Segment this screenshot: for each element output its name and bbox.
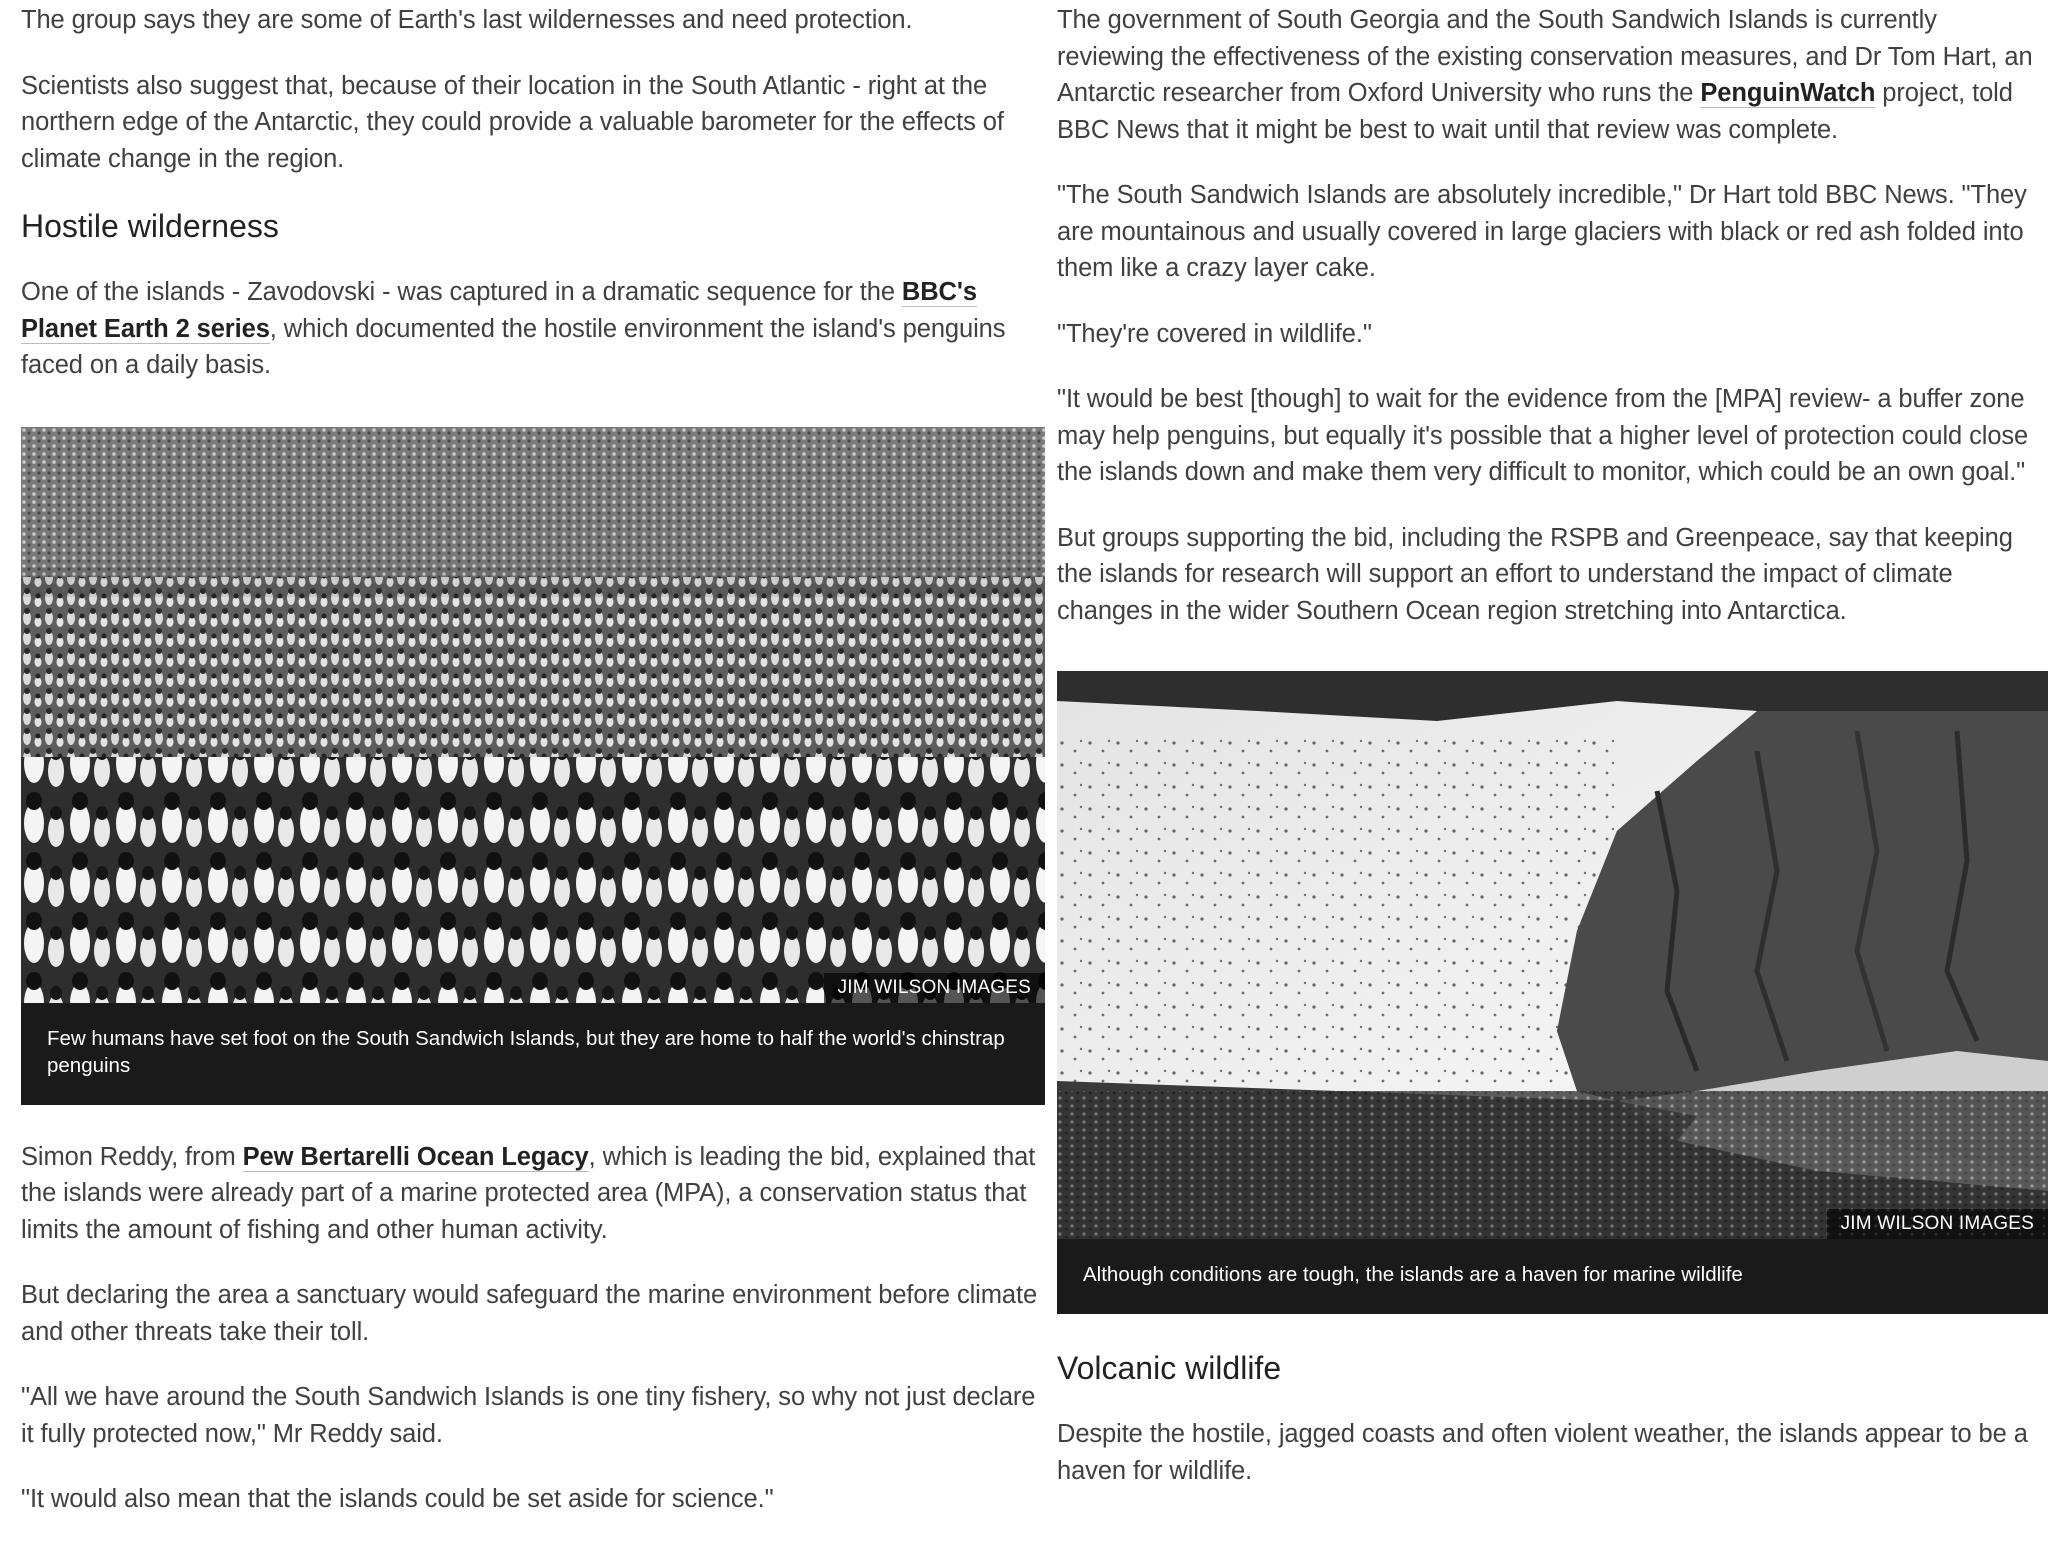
glacier-coast-image — [1057, 671, 2048, 1239]
penguin-colony-image — [21, 427, 1045, 1003]
section-heading-hostile-wilderness: Hostile wilderness — [21, 208, 279, 244]
text: project, told BBC News that it might be best to wait until that review was complete. — [1057, 79, 2013, 144]
glacier-coast-photo — [1057, 671, 2048, 1239]
text: , which documented the hostile environment the island's penguins faced on a daily basis. — [21, 314, 1006, 379]
link-pew-bertarelli[interactable]: Pew Bertarelli Ocean Legacy — [242, 1142, 589, 1171]
paragraph — [21, 274, 1041, 384]
paragraph: "All we have around the South Sandwich Islands is one tiny fishery, so why not just declare it fully protected now," Mr Reddy said. — [21, 1383, 1036, 1448]
left-column — [21, 0, 1041, 1547]
figure-penguin-colony — [21, 427, 1045, 1105]
paragraph: "They're covered in wildlife." — [1057, 319, 1372, 348]
text: Simon Reddy, from — [21, 1142, 243, 1171]
image-caption: Although conditions are tough, the islands are a haven for marine wildlife — [1057, 1239, 2048, 1314]
paragraph: "It would be best [though] to wait for the evidence from the [MPA] review- a buffer zone may help penguins, but equally it's possible that a higher level of protection could close the islands down and make them very difficult to monitor, which could be an own goal." — [1057, 385, 2029, 486]
image-credit: JIM WILSON IMAGES — [1827, 1209, 2048, 1239]
paragraph — [21, 1139, 1041, 1249]
paragraph: The group says they are some of Earth's last wildernesses and need protection. — [21, 6, 913, 34]
paragraph: But groups supporting the bid, including the RSPB and Greenpeace, say that keeping the islands for research will support an effort to understand the impact of climate changes in the wider Southern Ocean region stretching into Antarctica. — [1057, 523, 2013, 625]
paragraph: "The South Sandwich Islands are absolutely incredible," Dr Hart told BBC News. "They are mountainous and usually covered in large glaciers with black or red ash folded into them like a crazy layer cake. — [1057, 181, 2027, 282]
paragraph: "It would also mean that the islands could be set aside for science." — [21, 1485, 774, 1513]
paragraph: Scientists also suggest that, because of their location in the South Atlantic - right at the northern edge of the Antarctic, they could provide a valuable barometer for the effects of climate change in the region. — [21, 71, 1004, 173]
right-column — [1057, 0, 2048, 1518]
image-credit: JIM WILSON IMAGES — [824, 973, 1045, 1003]
link-penguinwatch[interactable]: PenguinWatch — [1700, 79, 1876, 107]
text: The government of South Georgia and the South Sandwich Islands is currently reviewing the effectiveness of the existing conservation measures, and Dr Tom Hart, an Antarctic researcher from Oxford University who runs the — [1057, 6, 2033, 107]
paragraph — [1057, 2, 2048, 148]
paragraph: Despite the hostile, jagged coasts and often violent weather, the islands appear to be a haven for wildlife. — [1057, 1420, 2028, 1485]
text: , which is leading the bid, explained that the islands were already part of a marine protected area (MPA), a conservation status that limits the amount of fishing and other human activity. — [21, 1142, 1036, 1244]
paragraph: But declaring the area a sanctuary would safeguard the marine environment before climate and other threats take their toll. — [21, 1281, 1038, 1346]
section-heading-volcanic-wildlife: Volcanic wildlife — [1057, 1350, 1282, 1386]
image-caption: Few humans have set foot on the South Sandwich Islands, but they are home to half the world's chinstrap penguins — [21, 1003, 1045, 1105]
penguin-colony-photo — [21, 427, 1045, 1003]
link-planet-earth-2[interactable]: BBC's Planet Earth 2 series — [21, 278, 977, 343]
figure-glacier-coast — [1057, 671, 2048, 1314]
text: One of the islands - Zavodovski - was captured in a dramatic sequence for the — [21, 278, 902, 306]
